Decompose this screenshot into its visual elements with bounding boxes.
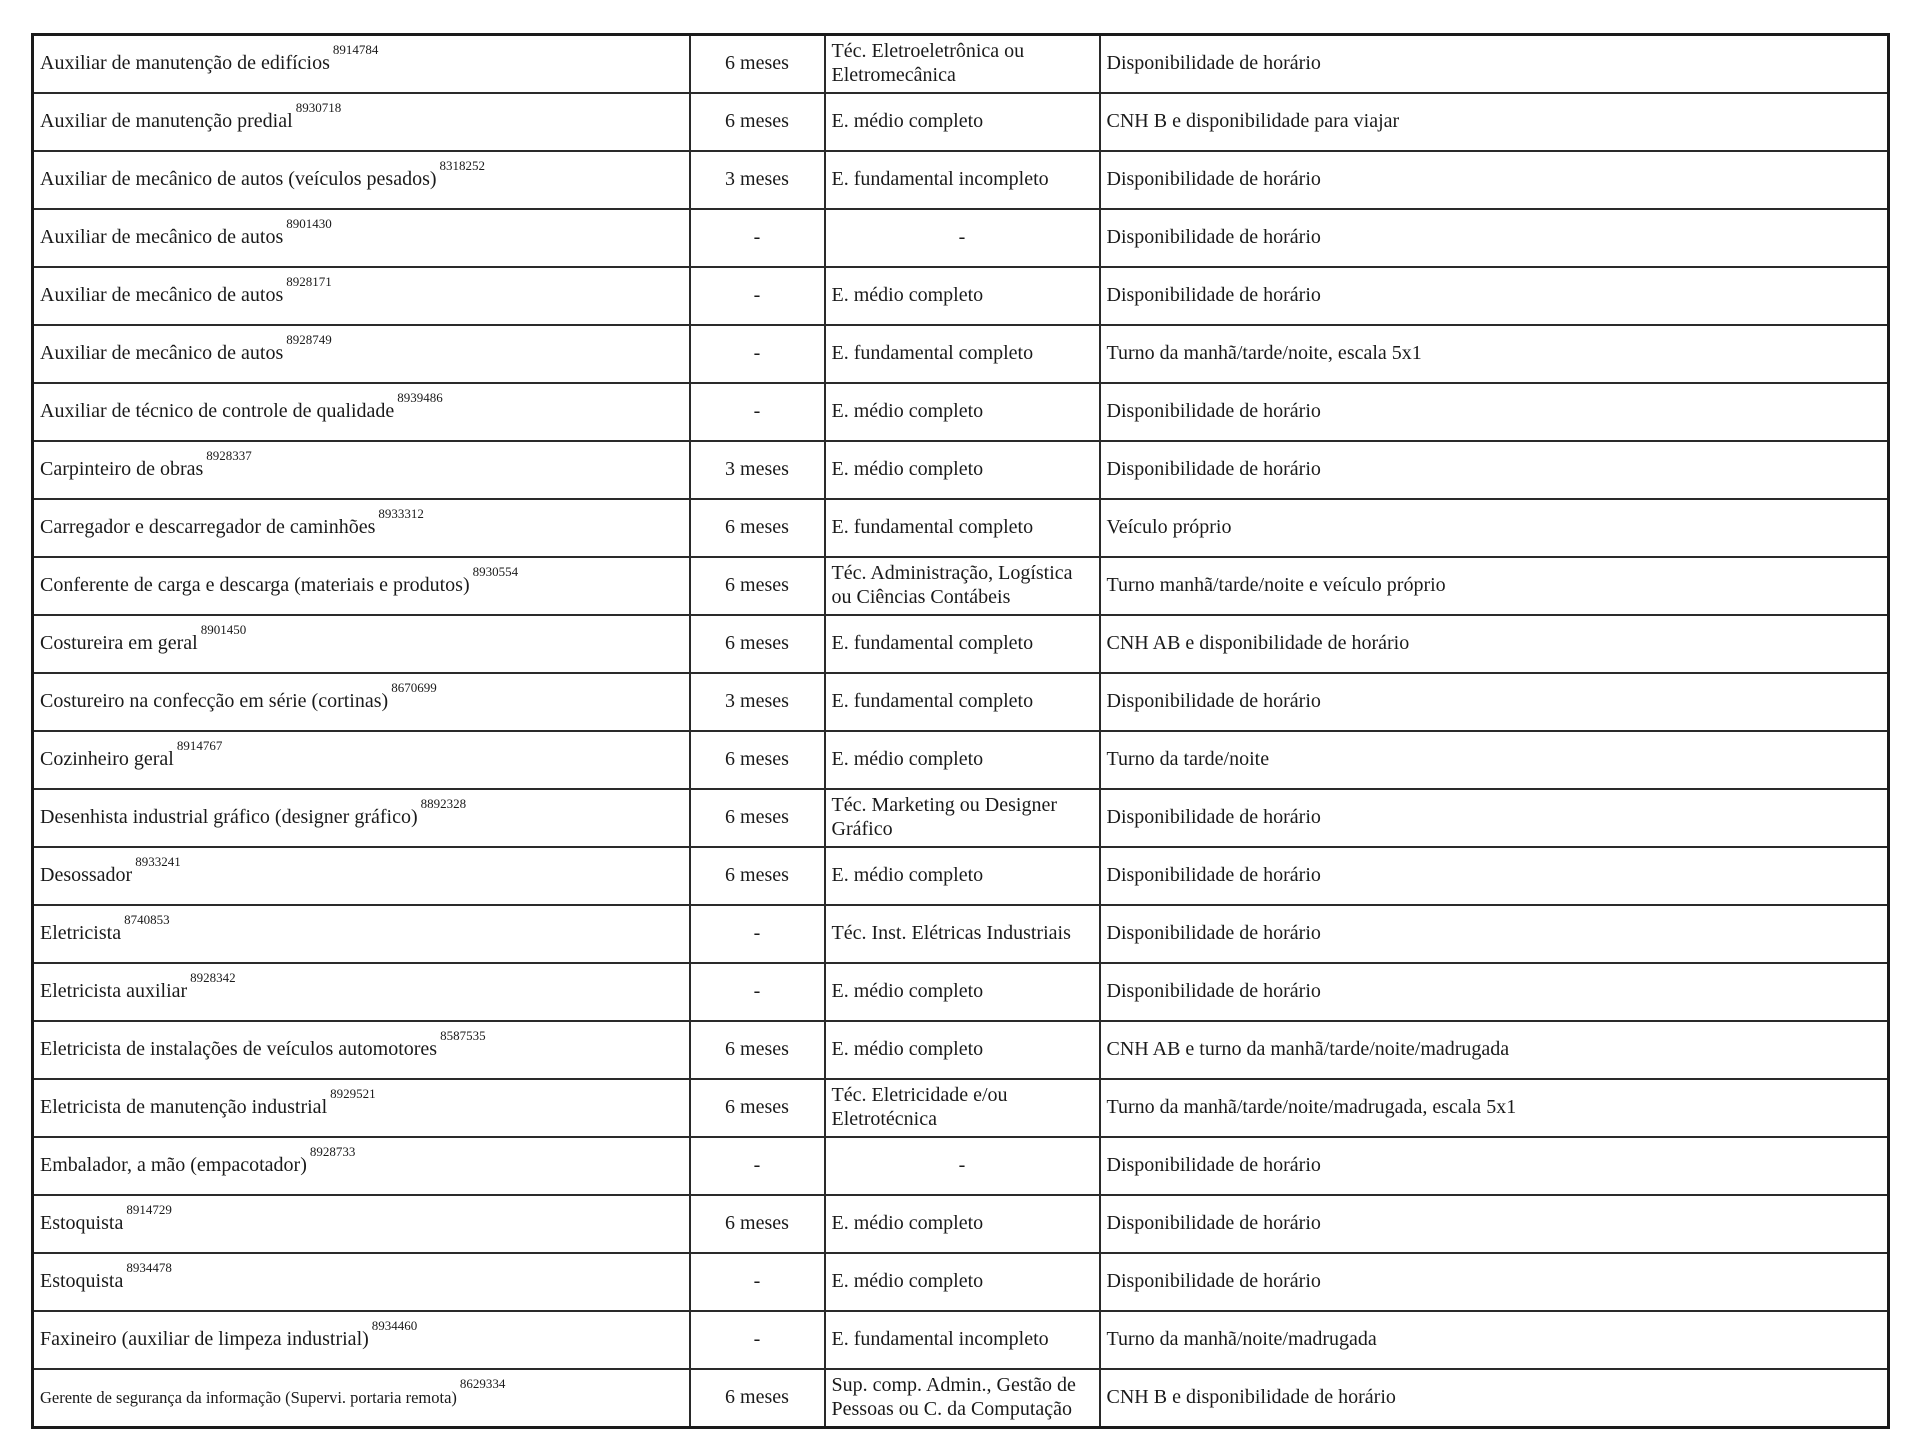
experience-duration-cell: 6 meses (690, 731, 825, 789)
job-title-cell (33, 1079, 690, 1137)
job-title: Auxiliar de técnico de controle de qualidade (40, 400, 395, 423)
availability-cell: Turno manhã/tarde/noite e veículo próprio (1100, 557, 1889, 615)
availability-cell: Disponibilidade de horário (1100, 267, 1889, 325)
job-title-cell (33, 267, 690, 325)
job-title-cell (33, 35, 690, 94)
availability-cell: Disponibilidade de horário (1100, 789, 1889, 847)
experience-duration-cell: - (690, 209, 825, 267)
job-title: Desenhista industrial gráfico (designer gráfico) (40, 806, 418, 829)
job-code: 8930554 (472, 564, 519, 580)
job-title-cell (33, 499, 690, 557)
job-title-cell (33, 383, 690, 441)
job-title: Eletricista auxiliar (40, 980, 188, 1003)
job-title: Auxiliar de mecânico de autos (40, 226, 284, 249)
job-code: 8914784 (332, 42, 379, 58)
job-title: Costureiro na confecção em série (cortinas) (40, 690, 389, 713)
experience-duration-cell: 6 meses (690, 847, 825, 905)
job-title-cell (33, 615, 690, 673)
availability-cell: Disponibilidade de horário (1100, 963, 1889, 1021)
job-title: Costureira em geral (40, 632, 198, 655)
education-cell (825, 1137, 1100, 1195)
availability-cell: Turno da manhã/tarde/noite/madrugada, escala 5x1 (1100, 1079, 1889, 1137)
availability-cell: Disponibilidade de horário (1100, 673, 1889, 731)
job-code: 8914729 (126, 1202, 172, 1218)
experience-duration-cell: - (690, 1137, 825, 1195)
education-cell: E. médio completo (825, 731, 1100, 789)
experience-duration-cell: 6 meses (690, 1195, 825, 1253)
education-cell: Téc. Administração, Logística ou Ciências Contábeis (825, 557, 1100, 615)
education-cell: E. médio completo (825, 441, 1100, 499)
education-cell: E. médio completo (825, 963, 1100, 1021)
availability-cell: Disponibilidade de horário (1100, 151, 1889, 209)
job-title-cell (33, 905, 690, 963)
availability-cell: Disponibilidade de horário (1100, 1137, 1889, 1195)
education-cell: Téc. Marketing ou Designer Gráfico (825, 789, 1100, 847)
job-title-cell (33, 209, 690, 267)
job-title-cell (33, 325, 690, 383)
job-code: 8934460 (371, 1318, 418, 1334)
education-cell: E. fundamental incompleto (825, 151, 1100, 209)
job-title: Embalador, a mão (empacotador) (40, 1154, 307, 1177)
table-row (33, 1369, 1889, 1428)
education-cell: E. fundamental incompleto (825, 1311, 1100, 1369)
availability-cell: Disponibilidade de horário (1100, 35, 1889, 94)
education-cell: E. médio completo (825, 93, 1100, 151)
job-title: Auxiliar de manutenção predial (40, 110, 293, 133)
education-cell: E. fundamental completo (825, 325, 1100, 383)
job-code: 8928342 (190, 970, 236, 986)
job-title: Carpinteiro de obras (40, 458, 204, 481)
job-title: Auxiliar de mecânico de autos (40, 342, 284, 365)
job-code: 8930718 (295, 100, 342, 116)
empty-value: - (958, 1154, 966, 1177)
job-title: Eletricista (40, 922, 122, 945)
job-title-cell (33, 1195, 690, 1253)
job-title-cell (33, 1137, 690, 1195)
education-cell: E. médio completo (825, 847, 1100, 905)
table-row (33, 731, 1889, 789)
job-title-cell (33, 963, 690, 1021)
education-cell: Sup. comp. Admin., Gestão de Pessoas ou C. da Computação (825, 1369, 1100, 1428)
experience-duration-cell: 3 meses (690, 151, 825, 209)
education-cell: E. médio completo (825, 383, 1100, 441)
job-title: Carregador e descarregador de caminhões (40, 516, 376, 539)
experience-duration-cell: 3 meses (690, 673, 825, 731)
job-title: Faxineiro (auxiliar de limpeza industrial) (40, 1328, 369, 1351)
job-title-cell (33, 731, 690, 789)
table-row (33, 267, 1889, 325)
table-row (33, 789, 1889, 847)
job-code: 8928171 (286, 274, 332, 290)
job-code: 8629334 (459, 1376, 506, 1392)
experience-duration-cell: 3 meses (690, 441, 825, 499)
table-row (33, 325, 1889, 383)
experience-duration-cell: 6 meses (690, 557, 825, 615)
availability-cell: CNH AB e disponibilidade de horário (1100, 615, 1889, 673)
table-row (33, 1079, 1889, 1137)
job-code: 8939486 (397, 390, 443, 406)
education-cell (825, 209, 1100, 267)
job-title-cell (33, 1369, 690, 1428)
education-cell: E. médio completo (825, 1021, 1100, 1079)
job-code: 8934478 (126, 1260, 172, 1276)
table-row (33, 151, 1889, 209)
experience-duration-cell: - (690, 325, 825, 383)
education-cell: Téc. Eletroeletrônica ou Eletromecânica (825, 35, 1100, 94)
job-code: 8928337 (206, 448, 252, 464)
availability-cell: CNH B e disponibilidade de horário (1100, 1369, 1889, 1428)
job-title: Auxiliar de mecânico de autos (40, 284, 284, 307)
empty-value: - (958, 226, 966, 249)
experience-duration-cell: - (690, 963, 825, 1021)
experience-duration-cell: 6 meses (690, 93, 825, 151)
availability-cell: Turno da tarde/noite (1100, 731, 1889, 789)
availability-cell: Disponibilidade de horário (1100, 441, 1889, 499)
availability-cell: CNH B e disponibilidade para viajar (1100, 93, 1889, 151)
job-title-cell (33, 673, 690, 731)
experience-duration-cell: - (690, 1253, 825, 1311)
experience-duration-cell: 6 meses (690, 1369, 825, 1428)
availability-cell: Veículo próprio (1100, 499, 1889, 557)
table-row (33, 673, 1889, 731)
availability-cell: Disponibilidade de horário (1100, 1253, 1889, 1311)
education-cell: E. médio completo (825, 1195, 1100, 1253)
table-row (33, 1195, 1889, 1253)
experience-duration-cell: - (690, 267, 825, 325)
table-row (33, 557, 1889, 615)
job-code: 8901430 (286, 216, 332, 232)
education-cell: E. fundamental completo (825, 499, 1100, 557)
job-title: Auxiliar de mecânico de autos (veículos pesados) (40, 168, 437, 191)
education-cell: E. fundamental completo (825, 673, 1100, 731)
table-row (33, 441, 1889, 499)
job-title: Cozinheiro geral (40, 748, 174, 771)
experience-duration-cell: 6 meses (690, 499, 825, 557)
job-title: Estoquista (40, 1212, 124, 1235)
job-title-cell (33, 1021, 690, 1079)
job-code: 8928749 (286, 332, 332, 348)
table-row (33, 615, 1889, 673)
job-title-cell (33, 557, 690, 615)
table-row (33, 847, 1889, 905)
experience-duration-cell: 6 meses (690, 35, 825, 94)
table-row (33, 499, 1889, 557)
availability-cell: CNH AB e turno da manhã/tarde/noite/madrugada (1100, 1021, 1889, 1079)
experience-duration-cell: 6 meses (690, 789, 825, 847)
availability-cell: Disponibilidade de horário (1100, 1195, 1889, 1253)
education-cell: E. fundamental completo (825, 615, 1100, 673)
availability-cell: Turno da manhã/noite/madrugada (1100, 1311, 1889, 1369)
availability-cell: Disponibilidade de horário (1100, 847, 1889, 905)
job-openings-table (31, 33, 1890, 1429)
job-code: 8929521 (330, 1086, 376, 1102)
job-title-cell (33, 847, 690, 905)
job-title-cell (33, 151, 690, 209)
availability-cell: Disponibilidade de horário (1100, 383, 1889, 441)
job-title: Desossador (40, 864, 133, 887)
job-title-cell (33, 441, 690, 499)
experience-duration-cell: - (690, 383, 825, 441)
job-code: 8318252 (439, 158, 486, 174)
table-row (33, 93, 1889, 151)
job-title: Estoquista (40, 1270, 124, 1293)
job-code: 8670699 (391, 680, 437, 696)
availability-cell: Disponibilidade de horário (1100, 905, 1889, 963)
job-title-cell (33, 93, 690, 151)
table-row (33, 209, 1889, 267)
education-cell: E. médio completo (825, 1253, 1100, 1311)
table-row (33, 1021, 1889, 1079)
job-code: 8933241 (135, 854, 181, 870)
job-title: Conferente de carga e descarga (materiais e produtos) (40, 574, 470, 597)
job-title-cell (33, 789, 690, 847)
experience-duration-cell: - (690, 905, 825, 963)
table-row (33, 1137, 1889, 1195)
education-cell: Téc. Inst. Elétricas Industriais (825, 905, 1100, 963)
job-title: Auxiliar de manutenção de edifícios (40, 52, 330, 75)
table-row (33, 1311, 1889, 1369)
experience-duration-cell: - (690, 1311, 825, 1369)
job-title: Eletricista de instalações de veículos automotores (40, 1038, 438, 1061)
job-code: 8901450 (200, 622, 247, 638)
experience-duration-cell: 6 meses (690, 615, 825, 673)
job-title: Gerente de segurança da informação (Supervi. portaria remota) (40, 1388, 457, 1408)
job-code: 8914767 (176, 738, 223, 754)
table-row (33, 35, 1889, 94)
education-cell: E. médio completo (825, 267, 1100, 325)
job-title-cell (33, 1311, 690, 1369)
job-title-cell (33, 1253, 690, 1311)
availability-cell: Turno da manhã/tarde/noite, escala 5x1 (1100, 325, 1889, 383)
job-code: 8587535 (440, 1028, 486, 1044)
job-code: 8892328 (420, 796, 467, 812)
experience-duration-cell: 6 meses (690, 1021, 825, 1079)
table-row (33, 905, 1889, 963)
job-code: 8740853 (124, 912, 170, 928)
table-row (33, 963, 1889, 1021)
job-openings-table-body (33, 35, 1889, 1428)
job-title: Eletricista de manutenção industrial (40, 1096, 328, 1119)
education-cell: Téc. Eletricidade e/ou Eletrotécnica (825, 1079, 1100, 1137)
availability-cell: Disponibilidade de horário (1100, 209, 1889, 267)
table-row (33, 383, 1889, 441)
table-row (33, 1253, 1889, 1311)
job-code: 8928733 (309, 1144, 356, 1160)
experience-duration-cell: 6 meses (690, 1079, 825, 1137)
job-code: 8933312 (378, 506, 424, 522)
